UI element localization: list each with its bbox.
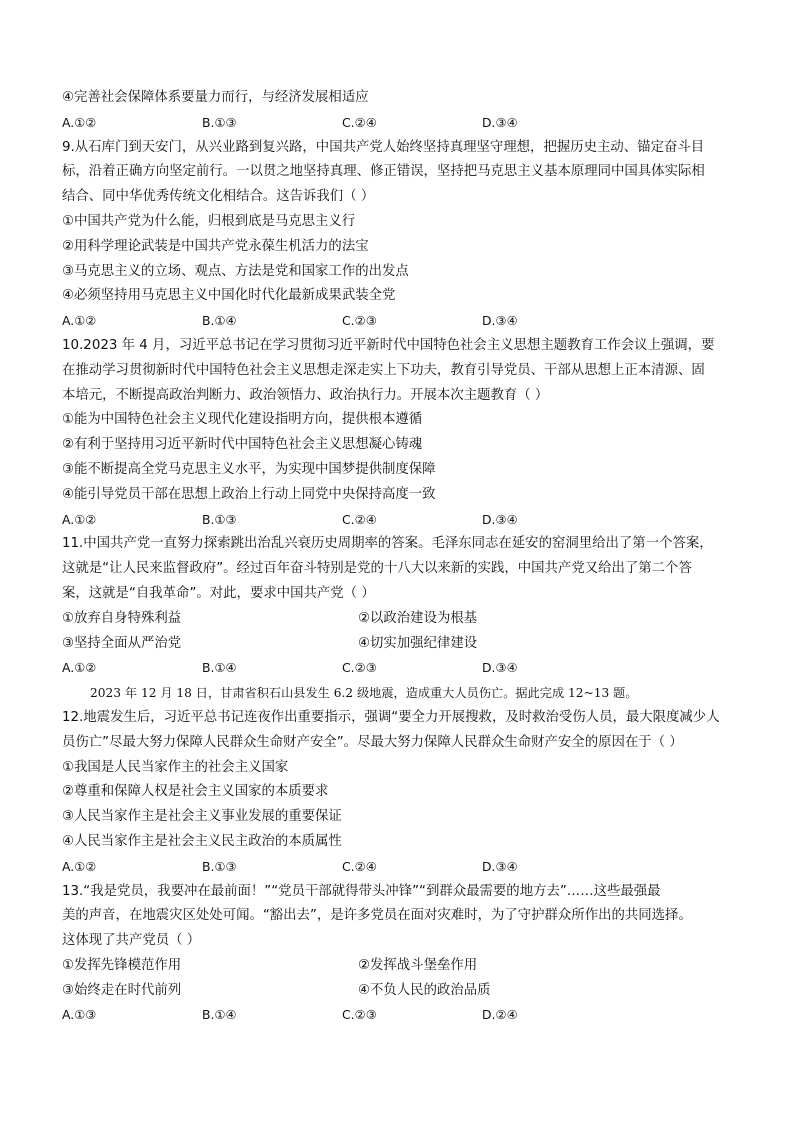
q10-item-1: ①能为中国特色社会主义现代化建设指明方向，提供根本遵循 <box>62 412 423 428</box>
q9-item-4: ④必须坚持用马克思主义中国化时代化最新成果武装全党 <box>62 288 396 304</box>
q8-options <box>62 111 742 136</box>
option-b: B.①④ <box>202 660 237 676</box>
q8-item-4: ④完善社会保障体系要量力而行，与经济发展相适应 <box>62 90 369 105</box>
q13-items-row <box>62 954 742 979</box>
option-a: A.①③ <box>62 1007 97 1023</box>
q9-item-3: ③马克思主义的立场、观点、方法是党和国家工作的出发点 <box>62 263 409 279</box>
option-b: B.①④ <box>202 1007 237 1023</box>
option-b: B.①③ <box>202 114 237 130</box>
q13-item-1: ①发挥先锋模范作用 <box>62 957 182 973</box>
q13-stem-line: 这体现了共产党员（ ） <box>62 933 201 949</box>
q10-stem-line: 在推动学习贯彻新时代中国特色社会主义思想走深走实上下功夫，教育引导党员、干部从思想上正本清源、固 <box>62 362 705 378</box>
q9-item-1: ①中国共产党为什么能，归根到底是马克思主义行 <box>62 213 356 229</box>
q10-item-4: ④能引导党员干部在思想上政治上行动上同党中央保持高度一致 <box>62 486 436 502</box>
q12-item-2: ②尊重和保障人权是社会主义国家的本质要求 <box>62 784 329 800</box>
option-c: C.②④ <box>342 858 377 874</box>
option-d: D.③④ <box>482 858 518 874</box>
option-c: C.②③ <box>342 1007 377 1023</box>
option-c: C.②③ <box>342 660 377 676</box>
q9-options <box>62 309 742 334</box>
q11-items-row <box>62 607 742 632</box>
q13-item-3: ③始终走在时代前列 <box>62 982 182 998</box>
exam-page <box>62 86 742 1028</box>
q10-stem-line: 10.2023 年 4 月，习近平总书记在学习贯彻习近平新时代中国特色社会主义思想主题教育工作会议上强调，要 <box>62 337 715 353</box>
q11-item-4: ④切实加强纪律建设 <box>358 635 478 651</box>
q13-stem-line: 13.“我是党员，我要冲在最前面！”“党员干部就得带头冲锋”“到群众最需要的地方去”……这些最强最 <box>62 883 661 899</box>
q11-options <box>62 656 742 681</box>
q12-item-3: ③人民当家作主是社会主义事业发展的重要保证 <box>62 809 342 825</box>
q10-options <box>62 508 742 533</box>
q12-options <box>62 855 742 880</box>
q9-stem-line: 标，沿着正确方向坚定前行。一以贯之地坚持真理、修正错误，坚持把马克思主义基本原理同中国具体实际相 <box>62 164 705 180</box>
option-c: C.②④ <box>342 511 377 527</box>
q9-item-2: ②用科学理论武装是中国共产党永葆生机活力的法宝 <box>62 238 369 254</box>
q10-item-3: ③能不断提高全党马克思主义水平，为实现中国梦提供制度保障 <box>62 461 436 477</box>
q11-stem-line: 案，这就是“自我革命”。对此，要求中国共产党（ ） <box>62 585 375 601</box>
q11-item-3: ③坚持全面从严治党 <box>62 635 182 651</box>
option-b: B.①③ <box>202 858 237 874</box>
option-d: D.③④ <box>482 660 518 676</box>
q12-stem-line: 员伤亡”尽最大努力保障人民群众生命财产安全”。尽最大努力保障人民群众生命财产安全的原因在于（ ） <box>62 734 683 750</box>
q11-stem-line: 11.中国共产党一直努力探索跳出治乱兴衰历史周期率的答案。毛泽东同志在延安的窑洞里给出了第一个答案， <box>62 536 713 552</box>
option-d: D.③④ <box>482 114 518 130</box>
q10-item-2: ②有利于坚持用习近平新时代中国特色社会主义思想凝心铸魂 <box>62 437 423 453</box>
option-a: A.①② <box>62 660 97 676</box>
option-a: A.①② <box>62 114 97 130</box>
q11-item-2: ②以政治建设为根基 <box>358 610 478 626</box>
option-d: D.③④ <box>482 313 518 329</box>
option-c: C.②④ <box>342 114 377 130</box>
option-a: A.①② <box>62 858 97 874</box>
option-b: B.①④ <box>202 313 237 329</box>
q9-stem-line: 结合、同中华优秀传统文化相结合。这告诉我们（ ） <box>62 189 375 205</box>
q13-item-4: ④不负人民的政治品质 <box>358 982 491 998</box>
option-a: A.①② <box>62 313 97 329</box>
q11-item-1: ①放弃自身特殊利益 <box>62 610 182 626</box>
option-c: C.②③ <box>342 313 377 329</box>
q9-stem-line: 9.从石库门到天安门，从兴业路到复兴路，中国共产党人始终坚持真理坚守理想，把握历史主动、锚定奋斗目 <box>62 139 705 155</box>
q12-item-4: ④人民当家作主是社会主义民主政治的本质属性 <box>62 833 342 849</box>
q11-items-row <box>62 632 742 657</box>
material-intro: 2023 年 12 月 18 日，甘肃省积石山县发生 6.2 级地震，造成重大人员伤亡。据此完成 12~13 题。 <box>90 686 638 701</box>
q13-options <box>62 1003 742 1028</box>
option-d: D.③④ <box>482 511 518 527</box>
option-a: A.①② <box>62 511 97 527</box>
q12-item-1: ①我国是人民当家作主的社会主义国家 <box>62 759 289 775</box>
q11-stem-line: 这就是“让人民来监督政府”。经过百年奋斗特别是党的十八大以来新的实践，中国共产党又给出了第二个答 <box>62 561 692 577</box>
q12-stem-line: 12.地震发生后，习近平总书记连夜作出重要指示，强调“要全力开展搜救，及时救治受伤人员，最大限度减少人 <box>62 709 720 725</box>
q13-item-2: ②发挥战斗堡垒作用 <box>358 957 478 973</box>
q13-items-row <box>62 979 742 1004</box>
option-b: B.①③ <box>202 511 237 527</box>
q13-stem-line: 美的声音，在地震灾区处处可闻。“豁出去”，是许多党员在面对灾难时，为了守护群众所作出的共同选择。 <box>62 908 692 924</box>
q10-stem-line: 本培元，不断提高政治判断力、政治领悟力、政治执行力。开展本次主题教育（ ） <box>62 387 549 403</box>
option-d: D.②④ <box>482 1007 518 1023</box>
